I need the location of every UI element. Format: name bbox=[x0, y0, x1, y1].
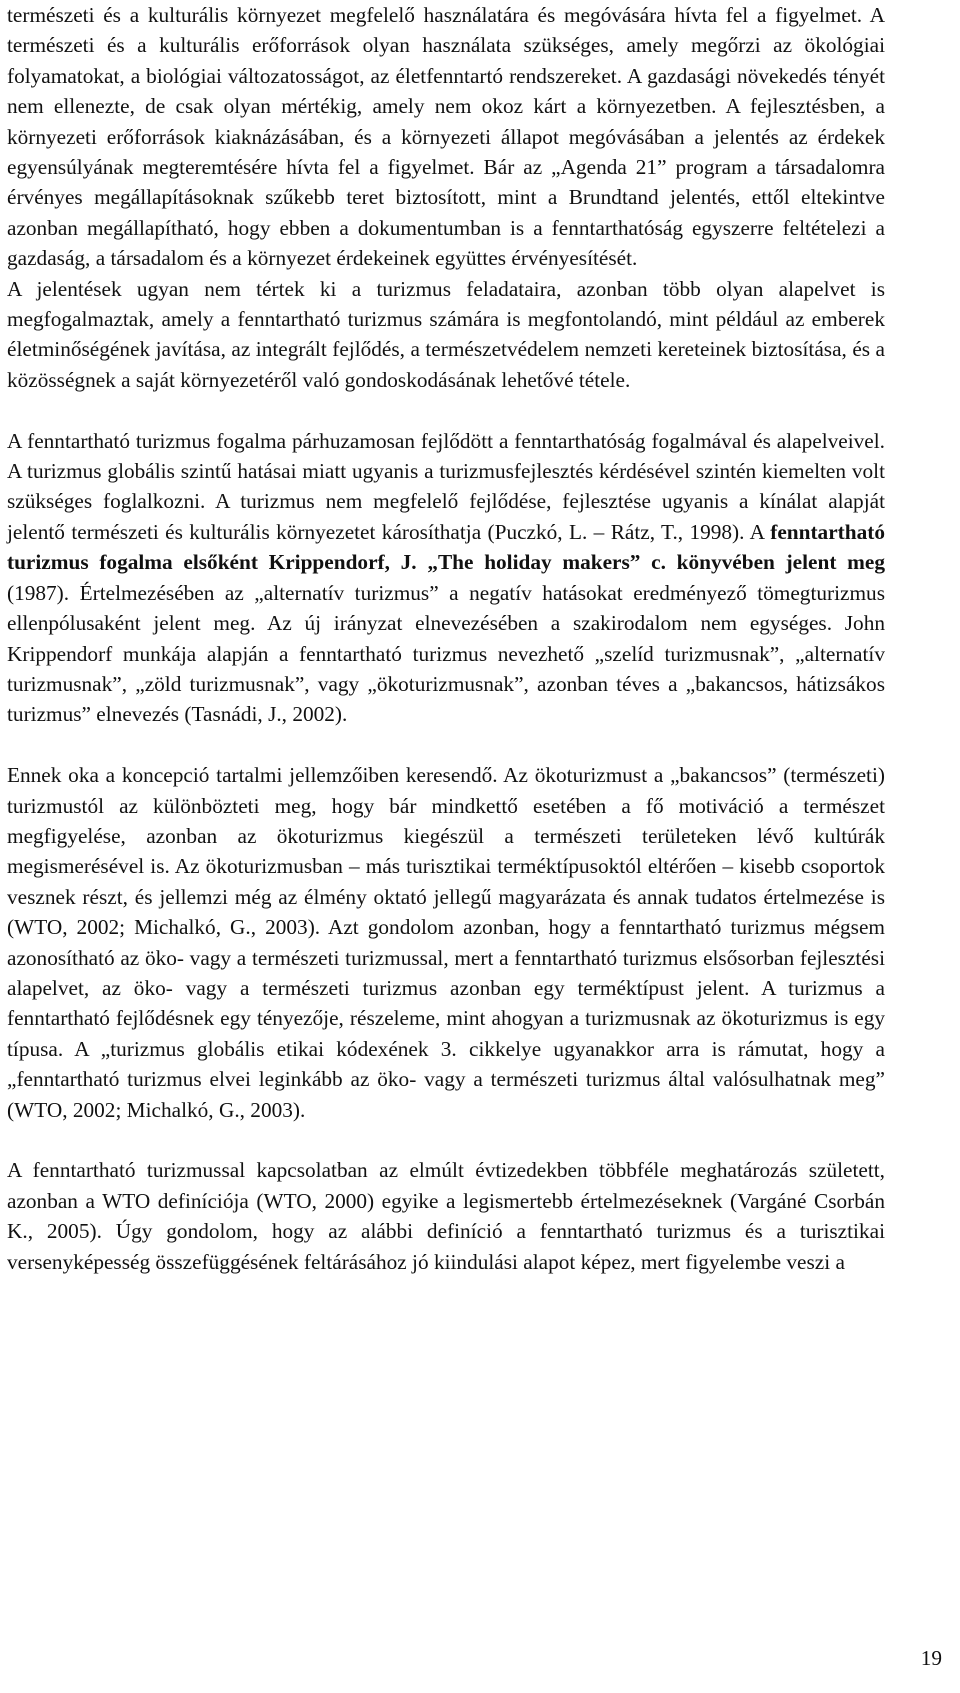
document-body bbox=[7, 0, 885, 1277]
paragraph-text: (1987). Értelmezésében az „alternatív turizmus” a negatív hatásokat eredményező tömegturizmus ellenpólusaként jelent meg. Az új irányzat elnevezésében a szakirodalom nem egységes. John Krippendorf munkája alapján a fenntartható turizmus nevezhető „szelíd turizmusnak”, „alternatív turizmusnak”, „zöld turizmusnak”, vagy „ökoturizmusnak”, azonban téves a „bakancsos, hátizsákos turizmus” elnevezés (Tasnádi, J., 2002). bbox=[7, 580, 885, 727]
paragraph-sustainability-principles: természeti és a kulturális környezet megfelelő használatára és megóvására hívta fel a figyelmet. A természeti és a kulturális erőforrások olyan használata szükséges, amely megőrzi az ökológiai folyamatokat, a biológiai változatosságot, az életfenntartó rendszereket. A gazdasági növekedés tényét nem ellenezte, de csak olyan mértékig, amely nem okoz kárt a környezetben. A fejlesztésben, a környezeti erőforrások kiaknázásában, és a környezeti állapot megóvásában a jelentés az érdekek egyensúlyának megteremtésére hívta fel a figyelmet. Bár az „Agenda 21” program a társadalomra érvényes megállapításoknak szűkebb teret biztosított, mint a Brundtand jelentés, ettől eltekintve azonban megállapítható, hogy ebben a dokumentumban is a fenntarthatóság egyszerre feltételezi a gazdaság, a társadalom és a környezet érdekeinek együttes érvényesítését. bbox=[7, 3, 885, 271]
paragraph-spacer bbox=[7, 730, 885, 760]
paragraph-report-principles: A jelentések ugyan nem tértek ki a turizmus feladataira, azonban több olyan alapelvet is megfogalmaztak, amely a fenntartható turizmus számára is megfontolandó, mint például az emberek életminőségének javítása, az integrált fejlődés, a természetvédelem nemzeti kereteinek biztosítása, és a közösségnek a saját környezetéről való gondoskodásának lehetővé tétele. bbox=[7, 276, 885, 392]
paragraph-ecotourism: Ennek oka a koncepció tartalmi jellemzőiben keresendő. Az ökoturizmust a „bakancsos” (természeti) turizmustól az különbözteti meg, hogy bár mindkettő esetében a fő motiváció a természet megfigyelése, azonban az ökoturizmus kiegészül a természeti területeken lévő kultúrák megismerésével is. Az ökoturizmusban – más turisztikai terméktípusoktól eltérően – kisebb csoportok vesznek részt, és jellemzi még az élmény oktató jellegű magyarázata és annak tudatos értelmezése is (WTO, 2002; Michalkó, G., 2003). Azt gondolom azonban, hogy a fenntartható turizmus mégsem azonosítható az öko- vagy a természeti turizmussal, mert a fenntartható turizmus elsősorban fejlesztési alapelvet, az öko- vagy a természeti turizmus azonban egy terméktípust jelent. A turizmus a fenntartható fejlődésnek egy tényezője, részeleme, mint ahogyan a turizmusnak az ökoturizmus is egy típusa. A „turizmus globális etikai kódexének 3. cikkelye ugyanakkor arra is rámutat, hogy a „fenntartható turizmus elvei leginkább az öko- vagy a természeti turizmus által valósulhatnak meg” (WTO, 2002; Michalkó, G., 2003). bbox=[7, 763, 885, 1122]
bold-emphasis: fenntartható turizmus fogalma elsőként Krippendorf, J. „The holiday makers” c. könyvében jelent meg bbox=[7, 519, 885, 575]
paragraph-spacer bbox=[7, 395, 885, 425]
paragraph-spacer bbox=[7, 1125, 885, 1155]
paragraph-wto-definition: A fenntartható turizmussal kapcsolatban az elmúlt évtizedekben többféle meghatározás született, azonban a WTO definíciója (WTO, 2000) egyike a legismertebb értelmezéseknek (Vargáné Csorbán K., 2005). Úgy gondolom, hogy az alábbi definíció a fenntartható turizmus és a turisztikai versenyképesség összefüggésének feltárásához jó kiindulási alapot képez, mert figyelembe veszi a bbox=[7, 1158, 885, 1274]
page-number: 19 bbox=[920, 1646, 942, 1670]
paragraph-text: A fenntartható turizmus fogalma párhuzamosan fejlődött a fenntarthatóság fogalmával és alapelveivel. A turizmus globális szintű hatásai miatt ugyanis a turizmusfejlesztés kérdésével szintén kiemelten volt szükséges foglalkozni. A turizmus nem megfelelő fejlődése, fejlesztése ugyanis a kínálat alapját jelentő természeti és kulturális környezetet károsíthatja (Puczkó, L. – Rátz, T., 1998). A bbox=[7, 428, 885, 544]
paragraph-sustainable-tourism-concept bbox=[7, 426, 885, 730]
